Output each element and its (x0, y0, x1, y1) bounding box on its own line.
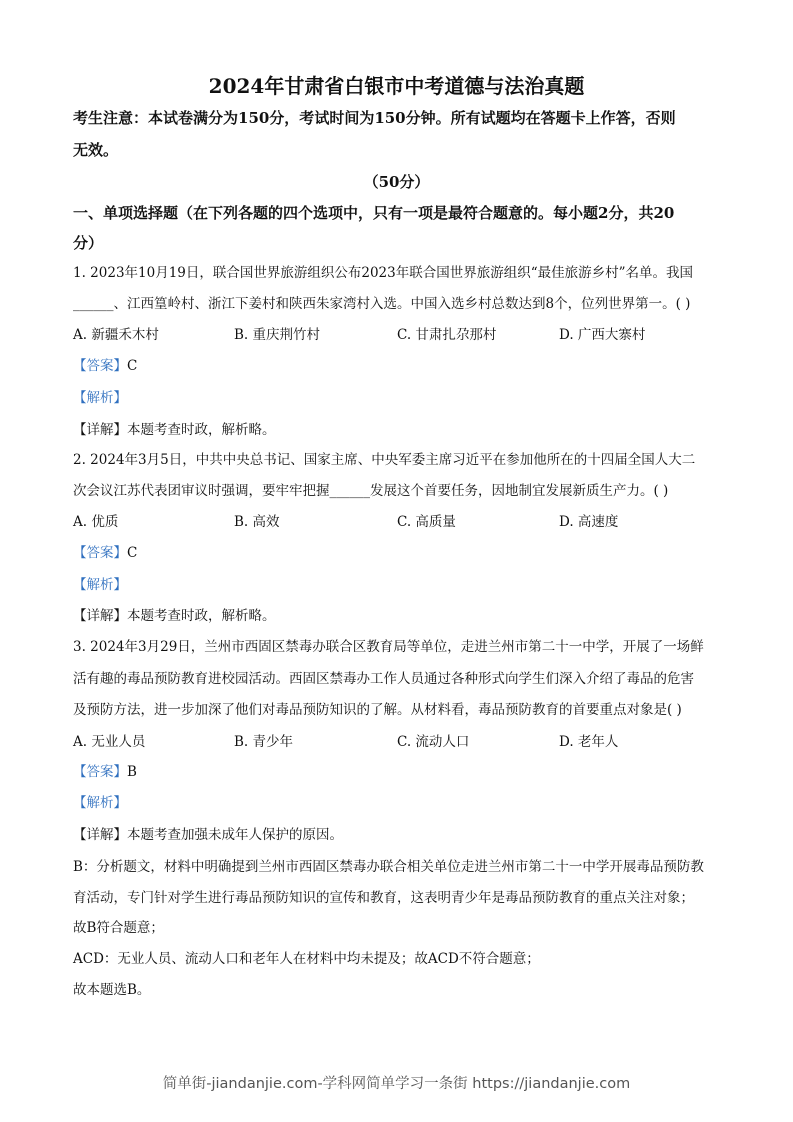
detail-text: 本题考查加强未成年人保护的原因。 (127, 827, 343, 843)
detail-text: 本题考查时政，解析略。 (127, 608, 276, 624)
section-heading-line1: 一、单项选择题（在下列各题的四个选项中，只有一项是最符合题意的。每小题2分，共20 (73, 204, 675, 222)
detail-label: 【详解】 (73, 608, 127, 624)
answer-value: C (127, 358, 138, 374)
exam-notice-line1: 考生注意：本试卷满分为150分，考试时间为150分钟。所有试题均在答题卡上作答，否则 (73, 109, 676, 127)
question-2-option-a: A. 优质 (73, 514, 119, 530)
question-3-line2: 活有趣的毒品预防教育进校园活动。西固区禁毒办工作人员通过各种形式向学生们深入介绍了毒品的危害 (73, 671, 694, 687)
page-title: 2024年甘肃省白银市中考道德与法治真题 (208, 74, 585, 98)
question-1-detail (73, 420, 723, 440)
question-2-detail (73, 606, 723, 626)
detail-label: 【详解】 (73, 827, 127, 843)
question-3-explanation-line1: B：分析题文，材料中明确提到兰州市西固区禁毒办联合相关单位走进兰州市第二十一中学开展毒品预防教 (73, 859, 704, 875)
answer-value: B (127, 764, 137, 780)
question-1-analysis (73, 388, 723, 408)
question-1-option-c: C. 甘肃扎尕那村 (397, 327, 497, 343)
detail-text: 本题考查时政，解析略。 (127, 422, 276, 438)
section-score: （50分） (363, 173, 430, 191)
detail-label: 【详解】 (73, 422, 127, 438)
question-1-option-d: D. 广西大寨村 (559, 327, 646, 343)
analysis-label: 【解析】 (73, 390, 127, 406)
question-2-option-b: B. 高效 (234, 514, 280, 530)
exam-notice-line2: 无效。 (73, 141, 119, 159)
question-2-line1: 2. 2024年3月5日，中共中央总书记、国家主席、中央军委主席习近平在参加他所在的十四届全国人大二 (73, 452, 696, 468)
section-heading-line2: 分） (73, 234, 104, 252)
answer-label: 【答案】 (73, 545, 127, 561)
answer-label: 【答案】 (73, 358, 127, 374)
question-3-answer (73, 762, 723, 782)
question-3-line3: 及预防方法，进一步加深了他们对毒品预防知识的了解。从材料看，毒品预防教育的首要重点对象是( ) (73, 702, 682, 718)
question-1-option-b: B. 重庆荆竹村 (234, 327, 321, 343)
question-3-explanation-line4: ACD：无业人员、流动人口和老年人在材料中均未提及；故ACD不符合题意； (73, 951, 540, 967)
question-3-explanation-line3: 故B符合题意； (73, 920, 164, 936)
question-3-option-c: C. 流动人口 (397, 734, 470, 750)
question-3-analysis (73, 793, 723, 813)
question-2-line2: 次会议江苏代表团审议时强调，要牢牢把握______发展这个首要任务，因地制宜发展新质生产力。( ) (73, 483, 669, 499)
analysis-label: 【解析】 (73, 577, 127, 593)
answer-value: C (127, 545, 138, 561)
question-1-option-a: A. 新疆禾木村 (73, 327, 159, 343)
page-footer-watermark: 简单街-jiandanjie.com-学科网简单学习一条街 https://jiandanjie.com (162, 1076, 631, 1092)
question-1-line2: ______、江西篁岭村、浙江下姜村和陕西朱家湾村入选。中国入选乡村总数达到8个，位列世界第一。( ) (73, 296, 691, 312)
question-1-line1: 1. 2023年10月19日，联合国世界旅游组织公布2023年联合国世界旅游组织“最佳旅游乡村”名单。我国 (73, 265, 694, 281)
question-3-line1: 3. 2024年3月29日，兰州市西固区禁毒办联合区教育局等单位，走进兰州市第二十一中学，开展了一场鲜 (73, 639, 704, 655)
question-3-explanation-line5: 故本题选B。 (73, 982, 151, 998)
question-2-analysis (73, 575, 723, 595)
question-3-explanation-line2: 育活动，专门针对学生进行毒品预防知识的宣传和教育，这表明青少年是毒品预防教育的重点关注对象； (73, 890, 694, 906)
question-3-option-a: A. 无业人员 (73, 734, 146, 750)
question-2-option-d: D. 高速度 (559, 514, 619, 530)
question-2-answer (73, 543, 723, 563)
answer-label: 【答案】 (73, 764, 127, 780)
analysis-label: 【解析】 (73, 795, 127, 811)
question-3-option-d: D. 老年人 (559, 734, 619, 750)
question-3-option-b: B. 青少年 (234, 734, 294, 750)
question-3-detail (73, 825, 723, 845)
question-1-answer (73, 356, 723, 376)
question-2-option-c: C. 高质量 (397, 514, 456, 530)
